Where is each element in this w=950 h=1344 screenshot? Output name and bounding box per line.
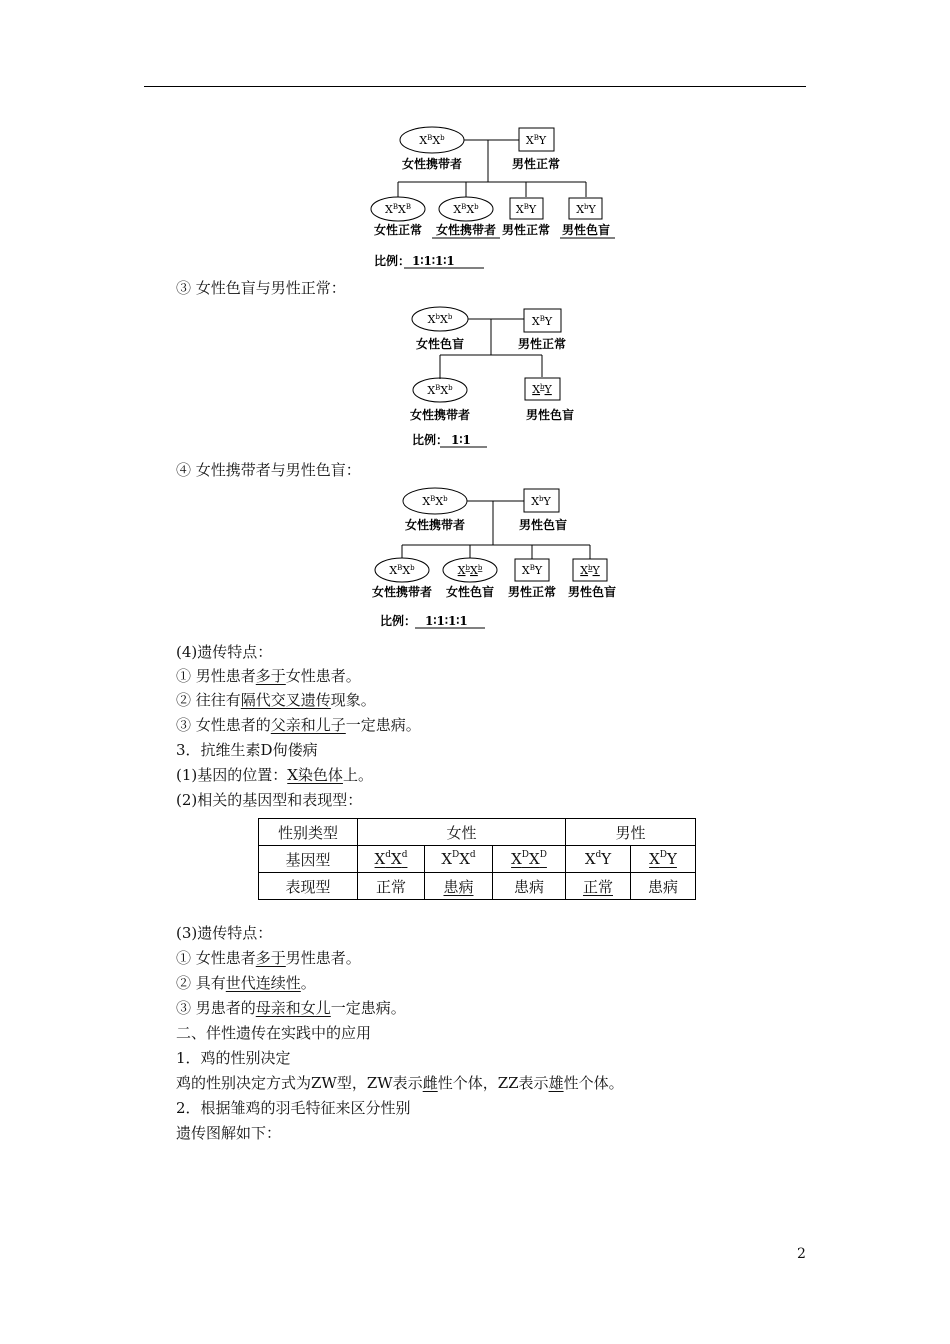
ped2-ratio-label: 比例： [412, 433, 449, 447]
ped3-father-label: 男性色盲 [518, 518, 568, 532]
text-line: ① 女性患者多于男性患者。 [176, 949, 361, 967]
svg-text:XBXb: $X^BX^b$ [422, 495, 448, 508]
phenotype-cell: 患病 [631, 873, 696, 900]
svg-text:XBXb: $X^BX^b$ [389, 564, 415, 577]
phenotype-cell: 正常 [566, 873, 631, 900]
genotype-cell: $X^DY$ [631, 846, 696, 873]
section-heading: 二、伴性遗传在实践中的应用 [176, 1024, 372, 1042]
ped2-father-label: 男性正常 [517, 337, 567, 351]
genotype-cell: $X^dX^d$ [358, 846, 425, 873]
ped3-ratio-label: 比例： [380, 614, 417, 628]
ped1-child-2-label: 女性携带者 [435, 223, 497, 237]
text-line: 遗传图解如下： [176, 1124, 282, 1142]
ped3-child-1-label: 女性携带者 [371, 585, 433, 599]
ped1-ratio: 1∶1∶1∶1 [412, 254, 455, 268]
text-line: ① 男性患者多于女性患者。 [176, 667, 361, 685]
svg-text:XbY: $X^bY$ [580, 564, 600, 577]
table-header: 女性 [358, 819, 566, 846]
genotype-cell: $X^DX^D$ [493, 846, 566, 873]
section-heading: 3．抗维生素D佝偻病 [176, 741, 318, 759]
table-header: 男性 [566, 819, 696, 846]
svg-text:XBY: $X^BY$ [521, 564, 543, 577]
genotype-cell: $X^DX^d$ [425, 846, 493, 873]
ped2-ratio: 1∶1 [451, 433, 471, 447]
phenotype-cell: 患病 [425, 873, 493, 900]
ped2-mother-label: 女性色盲 [415, 337, 465, 351]
text-line: ③ 男患者的母亲和女儿一定患病。 [176, 999, 406, 1017]
ped1-ratio-label: 比例： [374, 254, 411, 268]
text-line: ② 具有世代连续性。 [176, 974, 316, 992]
genotype-cell: $X^dY$ [566, 846, 631, 873]
header-rule [144, 86, 806, 87]
ped3-child-2-label: 女性色盲 [445, 585, 495, 599]
pedigree-1 [360, 120, 630, 279]
svg-text:XbXb: $X^bX^b$ [457, 564, 483, 577]
svg-text:XBY: $X^BY$ [531, 315, 553, 328]
ped1-mother-geno: $X^BX^b$ [419, 134, 445, 147]
ped3-mother-label: 女性携带者 [404, 518, 466, 532]
pedigree-3 [365, 487, 635, 641]
ped1-child-4-label: 男性色盲 [561, 223, 611, 237]
ped2-child-2-label: 男性色盲 [525, 408, 575, 422]
phenotype-cell: 患病 [493, 873, 566, 900]
page-number: 2 [797, 1246, 806, 1262]
ped3-child-3-label: 男性正常 [507, 585, 557, 599]
svg-text:XbY: $X^bY$ [531, 495, 551, 508]
table-row-label: 基因型 [259, 846, 358, 873]
item4-title: ④ 女性携带者与男性色盲： [176, 461, 361, 479]
ped1-father-label: 男性正常 [511, 157, 561, 171]
section-heading: 2．根据雏鸡的羽毛特征来区分性别 [176, 1099, 411, 1117]
text-line: 鸡的性别决定方式为ZW型，ZW表示雌性个体，ZZ表示雄性个体。 [176, 1074, 624, 1092]
ped1-child-3-label: 男性正常 [501, 223, 551, 237]
ped2-child-1-label: 女性携带者 [409, 408, 471, 422]
genotype-table [258, 818, 696, 900]
svg-text:XbY: $X^bY$ [532, 383, 552, 396]
svg-text:XBXb: $X^BX^b$ [453, 203, 479, 216]
ped3-ratio: 1∶1∶1∶1 [425, 614, 468, 628]
ped1-child-1-label: 女性正常 [373, 223, 423, 237]
text-line: (3)遗传特点： [176, 924, 273, 942]
text-line: (1)基因的位置：X染色体上。 [176, 766, 373, 784]
ped1-father-geno: $X^BY$ [525, 134, 547, 147]
table-row-label: 表现型 [259, 873, 358, 900]
text-line: ② 往往有隔代交叉遗传现象。 [176, 691, 376, 709]
text-line: (4)遗传特点： [176, 643, 273, 661]
svg-text:XBY: $X^BY$ [515, 203, 537, 216]
table-header: 性别类型 [259, 819, 358, 846]
svg-text:XbXb: $X^bX^b$ [427, 313, 453, 326]
pedigree-2 [395, 303, 605, 457]
section-heading: 1．鸡的性别决定 [176, 1049, 291, 1067]
svg-text:XBXB: $X^BX^B$ [385, 203, 411, 216]
ped3-child-4-label: 男性色盲 [567, 585, 617, 599]
text-line: (2)相关的基因型和表现型： [176, 791, 363, 809]
ped1-mother-label: 女性携带者 [401, 157, 463, 171]
svg-text:XbY: $X^bY$ [576, 203, 596, 216]
phenotype-cell: 正常 [358, 873, 425, 900]
item3-title: ③ 女性色盲与男性正常： [176, 279, 346, 297]
svg-text:XBXb: $X^BX^b$ [427, 384, 453, 397]
text-line: ③ 女性患者的父亲和儿子一定患病。 [176, 716, 421, 734]
